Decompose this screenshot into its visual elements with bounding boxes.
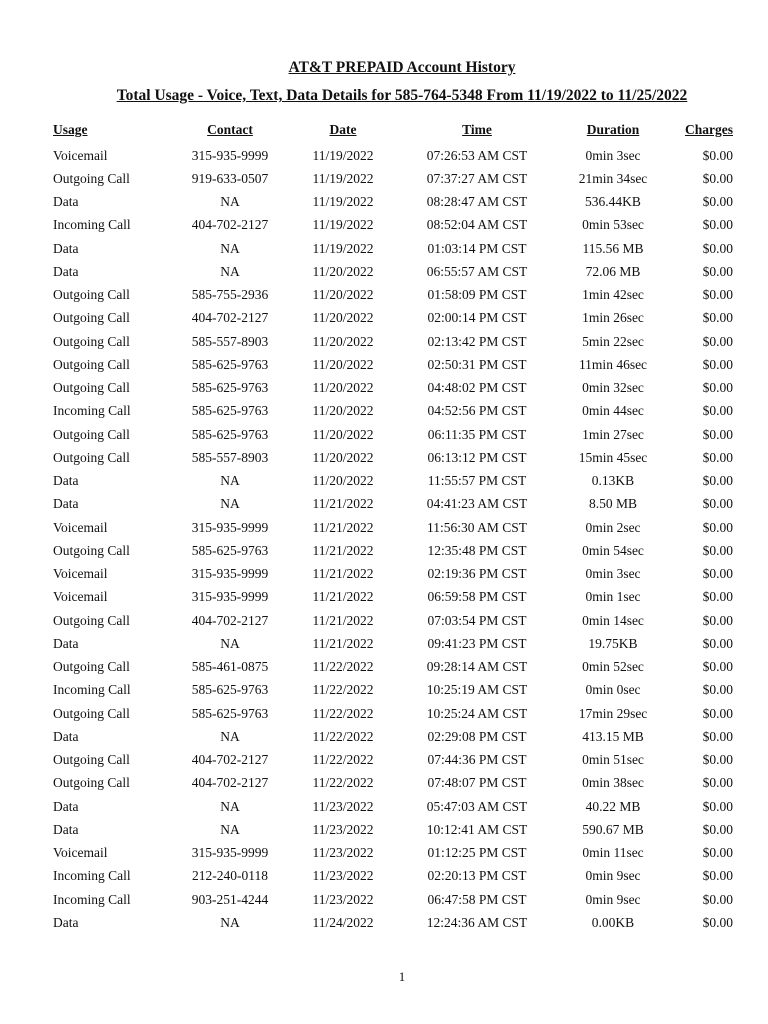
cell-charges: $0.00 bbox=[702, 240, 733, 256]
table-row bbox=[53, 191, 733, 214]
table-row bbox=[53, 516, 733, 539]
cell-contact: NA bbox=[220, 728, 240, 744]
cell-date: 11/21/2022 bbox=[312, 612, 374, 628]
table-row bbox=[53, 400, 733, 423]
cell-contact: NA bbox=[220, 496, 240, 512]
cell-duration: 15min 45sec bbox=[578, 449, 648, 465]
cell-contact: 212-240-0118 bbox=[192, 868, 268, 884]
cell-date: 11/23/2022 bbox=[312, 868, 374, 884]
cell-usage: Data bbox=[53, 821, 79, 837]
cell-charges: $0.00 bbox=[702, 519, 733, 535]
cell-time: 10:12:41 AM CST bbox=[426, 821, 528, 837]
cell-charges: $0.00 bbox=[702, 380, 733, 396]
cell-date: 11/19/2022 bbox=[312, 194, 374, 210]
cell-charges: $0.00 bbox=[702, 891, 733, 907]
cell-usage: Incoming Call bbox=[53, 891, 131, 907]
table-row bbox=[53, 167, 733, 190]
cell-duration: 11min 46sec bbox=[578, 356, 648, 372]
cell-contact: 404-702-2127 bbox=[191, 217, 269, 233]
cell-charges: $0.00 bbox=[702, 333, 733, 349]
cell-contact: 903-251-4244 bbox=[191, 891, 269, 907]
cell-duration: 17min 29sec bbox=[578, 705, 648, 721]
table-row bbox=[53, 679, 733, 702]
cell-usage: Data bbox=[53, 473, 79, 489]
cell-contact: 315-935-9999 bbox=[191, 845, 269, 861]
cell-charges: $0.00 bbox=[702, 612, 733, 628]
usage-table bbox=[53, 116, 733, 935]
cell-usage: Outgoing Call bbox=[53, 170, 130, 186]
cell-charges: $0.00 bbox=[702, 798, 733, 814]
cell-duration: 0.13KB bbox=[591, 473, 635, 489]
cell-charges: $0.00 bbox=[702, 775, 733, 791]
cell-date: 11/22/2022 bbox=[312, 705, 374, 721]
cell-time: 04:41:23 AM CST bbox=[426, 496, 528, 512]
cell-usage: Incoming Call bbox=[53, 868, 131, 884]
cell-time: 04:48:02 PM CST bbox=[427, 380, 527, 396]
cell-time: 12:24:36 AM CST bbox=[426, 914, 528, 930]
cell-usage: Data bbox=[53, 798, 79, 814]
cell-usage: Outgoing Call bbox=[53, 449, 130, 465]
cell-time: 01:12:25 PM CST bbox=[427, 845, 527, 861]
table-row bbox=[53, 795, 733, 818]
cell-usage: Outgoing Call bbox=[53, 612, 130, 628]
cell-duration: 0min 3sec bbox=[585, 566, 641, 582]
cell-time: 12:35:48 PM CST bbox=[427, 542, 527, 558]
cell-duration: 8.50 MB bbox=[588, 496, 637, 512]
cell-date: 11/20/2022 bbox=[312, 263, 374, 279]
cell-usage: Data bbox=[53, 240, 79, 256]
cell-date: 11/22/2022 bbox=[312, 775, 374, 791]
cell-charges: $0.00 bbox=[702, 403, 733, 419]
column-header-charges: Charges bbox=[685, 122, 733, 137]
table-row bbox=[53, 656, 733, 679]
cell-date: 11/21/2022 bbox=[312, 635, 374, 651]
cell-date: 11/23/2022 bbox=[312, 891, 374, 907]
cell-date: 11/21/2022 bbox=[312, 566, 374, 582]
table-row bbox=[53, 284, 733, 307]
cell-duration: 0min 52sec bbox=[582, 659, 644, 675]
cell-date: 11/19/2022 bbox=[312, 147, 374, 163]
cell-usage: Data bbox=[53, 496, 79, 512]
cell-time: 10:25:19 AM CST bbox=[426, 682, 528, 698]
cell-date: 11/20/2022 bbox=[312, 403, 374, 419]
cell-contact: 585-625-9763 bbox=[191, 542, 269, 558]
cell-duration: 413.15 MB bbox=[582, 728, 644, 744]
cell-date: 11/19/2022 bbox=[312, 240, 374, 256]
table-row bbox=[53, 446, 733, 469]
cell-duration: 0min 11sec bbox=[582, 845, 644, 861]
cell-duration: 0min 14sec bbox=[582, 612, 644, 628]
table-row bbox=[53, 702, 733, 725]
cell-duration: 0min 9sec bbox=[585, 868, 641, 884]
cell-date: 11/19/2022 bbox=[312, 170, 374, 186]
cell-time: 08:28:47 AM CST bbox=[426, 194, 528, 210]
cell-time: 01:03:14 PM CST bbox=[427, 240, 527, 256]
table-row bbox=[53, 237, 733, 260]
cell-charges: $0.00 bbox=[702, 449, 733, 465]
cell-charges: $0.00 bbox=[702, 542, 733, 558]
cell-usage: Voicemail bbox=[53, 566, 108, 582]
cell-time: 10:25:24 AM CST bbox=[426, 705, 528, 721]
cell-time: 06:59:58 PM CST bbox=[427, 589, 527, 605]
cell-contact: 404-702-2127 bbox=[191, 752, 269, 768]
table-body bbox=[53, 144, 733, 935]
cell-duration: 0min 38sec bbox=[582, 775, 644, 791]
cell-date: 11/20/2022 bbox=[312, 356, 374, 372]
cell-time: 09:41:23 PM CST bbox=[427, 635, 527, 651]
cell-date: 11/20/2022 bbox=[312, 287, 374, 303]
cell-time: 07:03:54 PM CST bbox=[427, 612, 527, 628]
column-header-usage: Usage bbox=[53, 122, 88, 137]
page-subtitle: Total Usage - Voice, Text, Data Details for 585-764-5348 From 11/19/2022 to 11/25/2022 bbox=[116, 87, 688, 104]
cell-date: 11/20/2022 bbox=[312, 449, 374, 465]
cell-duration: 72.06 MB bbox=[585, 263, 641, 279]
column-header-duration: Duration bbox=[586, 122, 640, 137]
cell-usage: Outgoing Call bbox=[53, 380, 130, 396]
cell-charges: $0.00 bbox=[702, 263, 733, 279]
table-row bbox=[53, 377, 733, 400]
cell-time: 06:55:57 AM CST bbox=[426, 263, 528, 279]
cell-duration: 21min 34sec bbox=[578, 170, 648, 186]
cell-contact: NA bbox=[220, 240, 240, 256]
cell-time: 02:20:13 PM CST bbox=[427, 868, 527, 884]
cell-duration: 536.44KB bbox=[585, 194, 641, 210]
cell-contact: 315-935-9999 bbox=[191, 589, 269, 605]
cell-date: 11/20/2022 bbox=[312, 426, 374, 442]
cell-time: 07:37:27 AM CST bbox=[426, 170, 528, 186]
cell-usage: Outgoing Call bbox=[53, 542, 130, 558]
table-row bbox=[53, 423, 733, 446]
cell-time: 07:44:36 PM CST bbox=[427, 752, 527, 768]
cell-usage: Data bbox=[53, 728, 79, 744]
cell-time: 07:48:07 PM CST bbox=[427, 775, 527, 791]
table-row bbox=[53, 632, 733, 655]
table-row bbox=[53, 772, 733, 795]
table-row bbox=[53, 888, 733, 911]
cell-charges: $0.00 bbox=[702, 868, 733, 884]
cell-contact: NA bbox=[220, 194, 240, 210]
cell-time: 02:19:36 PM CST bbox=[427, 566, 527, 582]
cell-charges: $0.00 bbox=[702, 914, 733, 930]
cell-contact: NA bbox=[220, 914, 240, 930]
cell-date: 11/20/2022 bbox=[312, 310, 374, 326]
cell-charges: $0.00 bbox=[702, 147, 733, 163]
cell-date: 11/22/2022 bbox=[312, 752, 374, 768]
cell-usage: Data bbox=[53, 194, 79, 210]
cell-date: 11/21/2022 bbox=[312, 496, 374, 512]
cell-time: 08:52:04 AM CST bbox=[426, 217, 528, 233]
table-row bbox=[53, 842, 733, 865]
cell-contact: 585-461-0875 bbox=[191, 659, 269, 675]
table-row bbox=[53, 470, 733, 493]
table-row bbox=[53, 144, 733, 167]
cell-contact: 585-625-9763 bbox=[191, 356, 269, 372]
cell-contact: 585-625-9763 bbox=[191, 682, 269, 698]
cell-contact: 404-702-2127 bbox=[191, 612, 269, 628]
cell-usage: Voicemail bbox=[53, 589, 108, 605]
table-row bbox=[53, 818, 733, 841]
cell-charges: $0.00 bbox=[702, 356, 733, 372]
cell-time: 02:13:42 PM CST bbox=[427, 333, 527, 349]
page-number: 1 bbox=[398, 969, 406, 984]
cell-contact: 585-755-2936 bbox=[191, 287, 269, 303]
cell-duration: 0.00KB bbox=[591, 914, 635, 930]
cell-contact: NA bbox=[220, 473, 240, 489]
cell-duration: 0min 32sec bbox=[582, 380, 644, 396]
cell-time: 04:52:56 PM CST bbox=[427, 403, 527, 419]
cell-time: 01:58:09 PM CST bbox=[427, 287, 527, 303]
cell-date: 11/24/2022 bbox=[312, 914, 374, 930]
cell-contact: NA bbox=[220, 635, 240, 651]
cell-date: 11/22/2022 bbox=[312, 682, 374, 698]
table-row bbox=[53, 539, 733, 562]
table-row bbox=[53, 609, 733, 632]
cell-duration: 5min 22sec bbox=[582, 333, 644, 349]
cell-usage: Data bbox=[53, 914, 79, 930]
cell-duration: 0min 54sec bbox=[582, 542, 644, 558]
cell-duration: 0min 0sec bbox=[585, 682, 641, 698]
cell-contact: 315-935-9999 bbox=[191, 566, 269, 582]
cell-contact: 585-557-8903 bbox=[191, 449, 269, 465]
cell-usage: Outgoing Call bbox=[53, 356, 130, 372]
cell-charges: $0.00 bbox=[702, 287, 733, 303]
cell-usage: Outgoing Call bbox=[53, 333, 130, 349]
cell-contact: 315-935-9999 bbox=[191, 147, 269, 163]
cell-charges: $0.00 bbox=[702, 426, 733, 442]
cell-usage: Data bbox=[53, 635, 79, 651]
cell-contact: 585-625-9763 bbox=[191, 705, 269, 721]
cell-usage: Outgoing Call bbox=[53, 659, 130, 675]
cell-duration: 0min 1sec bbox=[585, 589, 641, 605]
cell-charges: $0.00 bbox=[702, 194, 733, 210]
cell-time: 02:50:31 PM CST bbox=[427, 356, 527, 372]
cell-date: 11/23/2022 bbox=[312, 821, 374, 837]
cell-charges: $0.00 bbox=[702, 682, 733, 698]
cell-charges: $0.00 bbox=[702, 473, 733, 489]
table-row bbox=[53, 911, 733, 934]
cell-date: 11/20/2022 bbox=[312, 333, 374, 349]
cell-date: 11/21/2022 bbox=[312, 542, 374, 558]
column-header-time: Time bbox=[462, 122, 492, 137]
cell-charges: $0.00 bbox=[702, 217, 733, 233]
table-row bbox=[53, 865, 733, 888]
cell-usage: Incoming Call bbox=[53, 682, 131, 698]
table-row bbox=[53, 493, 733, 516]
cell-contact: NA bbox=[220, 821, 240, 837]
cell-duration: 0min 44sec bbox=[582, 403, 644, 419]
cell-time: 06:13:12 PM CST bbox=[427, 449, 527, 465]
cell-duration: 1min 26sec bbox=[582, 310, 644, 326]
cell-time: 05:47:03 AM CST bbox=[426, 798, 528, 814]
cell-duration: 0min 51sec bbox=[582, 752, 644, 768]
cell-usage: Outgoing Call bbox=[53, 287, 130, 303]
cell-usage: Outgoing Call bbox=[53, 705, 130, 721]
cell-usage: Incoming Call bbox=[53, 217, 131, 233]
cell-contact: 919-633-0507 bbox=[191, 170, 269, 186]
table-row bbox=[53, 260, 733, 283]
header-row bbox=[53, 116, 733, 144]
cell-charges: $0.00 bbox=[702, 310, 733, 326]
cell-charges: $0.00 bbox=[702, 170, 733, 186]
cell-charges: $0.00 bbox=[702, 635, 733, 651]
cell-contact: 315-935-9999 bbox=[191, 519, 269, 535]
cell-usage: Incoming Call bbox=[53, 403, 131, 419]
cell-charges: $0.00 bbox=[702, 845, 733, 861]
cell-duration: 0min 2sec bbox=[585, 519, 641, 535]
cell-date: 11/23/2022 bbox=[312, 798, 374, 814]
cell-date: 11/23/2022 bbox=[312, 845, 374, 861]
cell-usage: Voicemail bbox=[53, 147, 108, 163]
cell-time: 11:55:57 PM CST bbox=[427, 473, 527, 489]
cell-duration: 40.22 MB bbox=[585, 798, 641, 814]
cell-charges: $0.00 bbox=[702, 752, 733, 768]
cell-date: 11/21/2022 bbox=[312, 519, 374, 535]
cell-duration: 1min 42sec bbox=[582, 287, 644, 303]
table-row bbox=[53, 586, 733, 609]
page-title: AT&T PREPAID Account History bbox=[288, 59, 516, 76]
cell-contact: 585-557-8903 bbox=[191, 333, 269, 349]
cell-duration: 590.67 MB bbox=[582, 821, 644, 837]
cell-duration: 1min 27sec bbox=[582, 426, 644, 442]
column-header-date: Date bbox=[329, 122, 357, 137]
cell-time: 11:56:30 AM CST bbox=[426, 519, 528, 535]
cell-time: 09:28:14 AM CST bbox=[426, 659, 528, 675]
cell-time: 02:29:08 PM CST bbox=[427, 728, 527, 744]
cell-date: 11/22/2022 bbox=[312, 659, 374, 675]
table-row bbox=[53, 307, 733, 330]
cell-charges: $0.00 bbox=[702, 659, 733, 675]
cell-date: 11/21/2022 bbox=[312, 589, 374, 605]
cell-contact: NA bbox=[220, 263, 240, 279]
cell-usage: Data bbox=[53, 263, 79, 279]
table-row bbox=[53, 725, 733, 748]
cell-usage: Outgoing Call bbox=[53, 775, 130, 791]
cell-contact: 404-702-2127 bbox=[191, 775, 269, 791]
cell-time: 06:11:35 PM CST bbox=[427, 426, 527, 442]
cell-usage: Outgoing Call bbox=[53, 426, 130, 442]
cell-contact: 585-625-9763 bbox=[191, 403, 269, 419]
cell-usage: Voicemail bbox=[53, 519, 108, 535]
cell-duration: 115.56 MB bbox=[582, 240, 644, 256]
cell-duration: 0min 9sec bbox=[585, 891, 641, 907]
cell-charges: $0.00 bbox=[702, 589, 733, 605]
cell-contact: 404-702-2127 bbox=[191, 310, 269, 326]
cell-usage: Outgoing Call bbox=[53, 752, 130, 768]
cell-charges: $0.00 bbox=[702, 496, 733, 512]
cell-date: 11/22/2022 bbox=[312, 728, 374, 744]
cell-usage: Voicemail bbox=[53, 845, 108, 861]
table-row bbox=[53, 214, 733, 237]
cell-charges: $0.00 bbox=[702, 728, 733, 744]
cell-duration: 0min 53sec bbox=[582, 217, 644, 233]
table-row bbox=[53, 563, 733, 586]
cell-charges: $0.00 bbox=[702, 705, 733, 721]
cell-charges: $0.00 bbox=[702, 821, 733, 837]
cell-time: 07:26:53 AM CST bbox=[426, 147, 528, 163]
table-header bbox=[53, 116, 733, 144]
cell-contact: 585-625-9763 bbox=[191, 380, 269, 396]
cell-date: 11/20/2022 bbox=[312, 473, 374, 489]
cell-contact: NA bbox=[220, 798, 240, 814]
cell-charges: $0.00 bbox=[702, 566, 733, 582]
cell-usage: Outgoing Call bbox=[53, 310, 130, 326]
cell-time: 02:00:14 PM CST bbox=[427, 310, 527, 326]
table-row bbox=[53, 749, 733, 772]
cell-date: 11/20/2022 bbox=[312, 380, 374, 396]
table-row bbox=[53, 353, 733, 376]
column-header-contact: Contact bbox=[207, 122, 253, 137]
cell-time: 06:47:58 PM CST bbox=[427, 891, 527, 907]
cell-duration: 0min 3sec bbox=[585, 147, 641, 163]
cell-duration: 19.75KB bbox=[588, 635, 638, 651]
cell-date: 11/19/2022 bbox=[312, 217, 374, 233]
table-row bbox=[53, 330, 733, 353]
cell-contact: 585-625-9763 bbox=[191, 426, 269, 442]
